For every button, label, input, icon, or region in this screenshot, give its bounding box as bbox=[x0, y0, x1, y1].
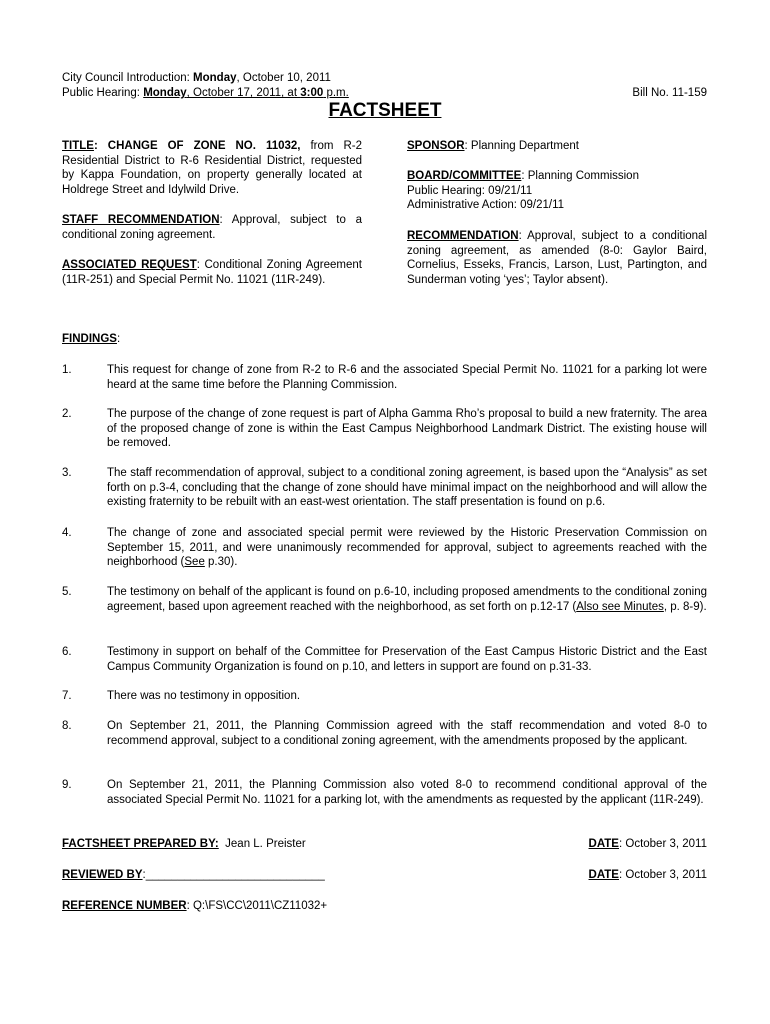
reviewed-by-line bbox=[62, 868, 325, 883]
prepared-by-name: Jean L. Preister bbox=[218, 838, 306, 850]
finding-text: On September 21, 2011, the Planning Commission also voted 8-0 to recommend conditional approval of the associated Special Permit No. 11021 for a parking lot, with the amendments as requested by the applicant (11R-249). bbox=[107, 779, 707, 806]
finding-text: Testimony in support on behalf of the Committee for Preservation of the East Campus Historic District and the East Campus Community Organization is found on p.10, and letters in support are found on p.31-33. bbox=[107, 646, 707, 673]
intro-day: Monday bbox=[193, 72, 237, 84]
finding-number: 5. bbox=[62, 586, 72, 598]
associated-request-text: : Conditional Zoning Agreement (11R-251) and Special Permit No. 11021 (11R-249). bbox=[62, 259, 362, 286]
staff-recommendation-block bbox=[62, 213, 362, 242]
bill-number: Bill No. 11-159 bbox=[632, 87, 707, 99]
intro-date: , October 10, 2011 bbox=[236, 72, 331, 84]
reference-number-label: REFERENCE NUMBER bbox=[62, 900, 187, 912]
prepared-by-line bbox=[62, 837, 306, 852]
title-description: from R-2 Residential District to R-6 Residential District, requested by Kappa Foundation, on property generally located at Holdrege Street and Idylwild Drive. bbox=[62, 140, 362, 196]
page-title: FACTSHEET bbox=[328, 100, 442, 121]
board-committee-label: BOARD/COMMITTEE bbox=[407, 170, 522, 182]
finding-text: The testimony on behalf of the applicant is found on p.6-10, including proposed amendments to the conditional zoning agreement, based upon agreement reached with the neighborhood, as set forth on p.12-17 (Also see Minutes, p. 8-9). bbox=[107, 586, 707, 613]
recommendation-text: : Approval, subject to a conditional zoning agreement, as amended (8-0: Gaylor Baird, Cornelius, Esseks, Francis, Larson, Lust, Partington, and Sunderman voting ‘yes’; Taylor absent). bbox=[407, 230, 707, 286]
hearing-date: , October 17, 2011, at bbox=[186, 87, 301, 99]
hearing-ampm: p.m. bbox=[323, 87, 349, 99]
board-committee-block bbox=[407, 169, 707, 213]
board-committee-text: : Planning Commission bbox=[521, 170, 639, 182]
finding-text: On September 21, 2011, the Planning Commission agreed with the staff recommendation and voted 8-0 to recommend approval, subject to a conditional zoning agreement, with the amendments proposed by the applicant. bbox=[107, 720, 707, 747]
finding-number: 6. bbox=[62, 646, 72, 658]
sponsor-text: : Planning Department bbox=[464, 140, 579, 152]
reviewed-by-blank: :____________________________ bbox=[142, 869, 325, 881]
finding-number: 8. bbox=[62, 720, 72, 732]
associated-request-block bbox=[62, 258, 362, 287]
recommendation-block bbox=[407, 229, 707, 287]
also-see-minutes-link: Also see Minutes bbox=[576, 600, 664, 613]
hearing-day: Monday bbox=[143, 87, 187, 99]
reviewed-by-label: REVIEWED BY bbox=[62, 869, 143, 881]
recommendation-label: RECOMMENDATION bbox=[407, 230, 519, 242]
reference-number-value: : Q:\FS\CC\2011\CZ11032+ bbox=[186, 900, 328, 912]
findings-heading: FINDINGS: bbox=[62, 333, 121, 345]
finding-text: The change of zone and associated special permit were reviewed by the Historic Preservation Commission on September 15, 2011, and were unanimously recommended for approval, subject to agreements reached with the neighborhood (See p.30). bbox=[107, 527, 707, 569]
public-hearing-date: Public Hearing: 09/21/11 bbox=[407, 184, 533, 197]
finding-text: This request for change of zone from R-2 to R-6 and the associated Special Permit No. 11021 for a parking lot were heard at the same time before the Planning Commission. bbox=[107, 364, 707, 391]
staff-recommendation-text: : Approval, subject to a conditional zoning agreement. bbox=[62, 214, 362, 241]
finding-number: 9. bbox=[62, 779, 72, 791]
title-block: TITLE: CHANGE OF ZONE NO. 11032, from R-2 Residential District to R-6 Residential District, requested by Kappa Foundation, on property generally located at Holdrege Street and Idylwild Drive. bbox=[62, 140, 362, 196]
finding-number: 2. bbox=[62, 408, 72, 420]
finding-number: 1. bbox=[62, 364, 72, 376]
sponsor-block bbox=[407, 139, 707, 154]
hearing-label: Public Hearing: bbox=[62, 87, 144, 99]
staff-recommendation-label: STAFF RECOMMENDATION bbox=[62, 214, 220, 226]
hearing-time: 3:00 bbox=[300, 87, 324, 99]
finding-text: The purpose of the change of zone request is part of Alpha Gamma Rho’s proposal to build a new fraternity. The area of the proposed change of zone is within the East Campus Neighborhood Landmark District. The existing house will be removed. bbox=[107, 408, 707, 450]
change-of-zone-title: CHANGE OF ZONE NO. 11032, bbox=[107, 140, 301, 152]
public-hearing-line bbox=[62, 86, 349, 101]
finding-number: 4. bbox=[62, 527, 72, 539]
title-label: TITLE bbox=[62, 140, 94, 152]
administrative-action-date: Administrative Action: 09/21/11 bbox=[407, 199, 565, 212]
prepared-by-label: FACTSHEET PREPARED BY: bbox=[62, 838, 219, 850]
finding-number: 7. bbox=[62, 690, 72, 702]
associated-request-label: ASSOCIATED REQUEST bbox=[62, 259, 197, 271]
see-reference-link: See bbox=[184, 556, 205, 569]
finding-text: There was no testimony in opposition. bbox=[107, 690, 301, 702]
council-introduction-line bbox=[62, 71, 331, 86]
sponsor-label: SPONSOR bbox=[407, 140, 465, 152]
finding-text: The staff recommendation of approval, subject to a conditional zoning agreement, is based upon the “Analysis” as set forth on p.3-4, concluding that the change of zone should have minimal impact on the neighborhood and will allow the existing fraternity to be rebuilt with an east-west orientation. The staff presentation is found on p.6. bbox=[107, 467, 707, 509]
reviewed-date-line: DATE: October 3, 2011 bbox=[588, 869, 707, 881]
prepared-date-line: DATE: October 3, 2011 bbox=[588, 838, 707, 850]
finding-number: 3. bbox=[62, 467, 72, 479]
reference-number-line bbox=[62, 899, 327, 914]
intro-label: City Council Introduction: bbox=[62, 72, 194, 84]
